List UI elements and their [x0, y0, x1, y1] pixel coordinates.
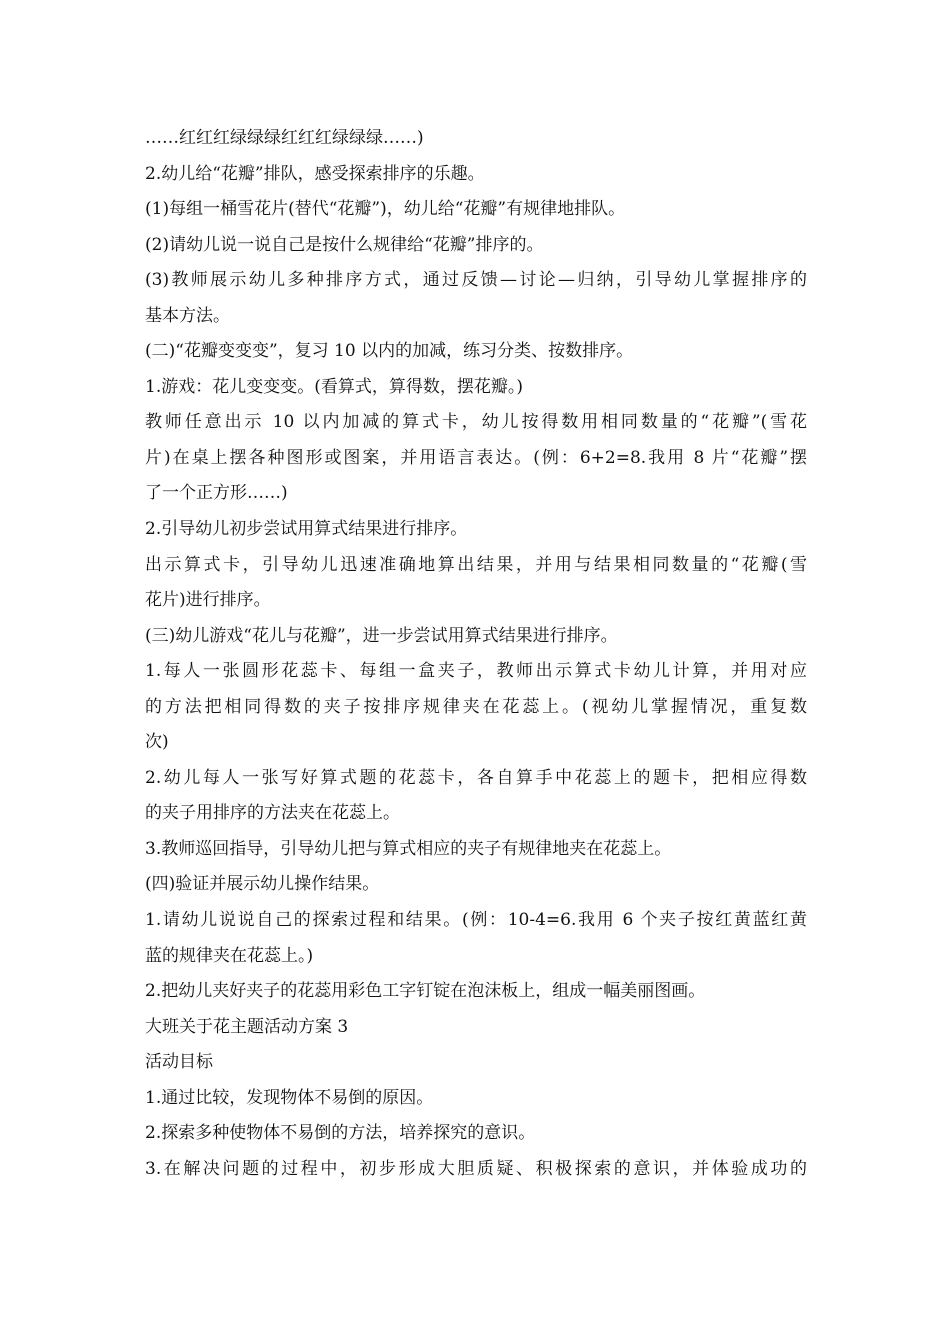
text-line: (三)幼儿游戏“花儿与花瓣”，进一步尝试用算式结果进行排序。	[145, 625, 618, 646]
text-line: 大班关于花主题活动方案 3	[145, 1016, 349, 1037]
text-line: 的方法把相同得数的夹子按排序规律夹在花蕊上。(视幼儿掌握情况，重复数	[145, 696, 807, 717]
text-line: ……红红红绿绿绿红红红绿绿绿……)	[145, 128, 424, 148]
text-line: 3.教师巡回指导，引导幼儿把与算式相应的夹子有规律地夹在花蕊上。	[145, 838, 672, 859]
text-line: (1)每组一桶雪花片(替代“花瓣”)，幼儿给“花瓣”有规律地排队。	[145, 199, 626, 220]
text-line: (3)教师展示幼儿多种排序方式，通过反馈—讨论—归纳，引导幼儿掌握排序的	[145, 270, 807, 291]
text-line: 2.幼儿给“花瓣”排队，感受探索排序的乐趣。	[145, 163, 485, 184]
text-line: 2.把幼儿夹好夹子的花蕊用彩色工字钉锭在泡沫板上，组成一幅美丽图画。	[145, 981, 706, 1002]
text-line: 的夹子用排序的方法夹在花蕊上。	[145, 803, 400, 824]
text-line: (2)请幼儿说一说自己是按什么规律给“花瓣”排序的。	[145, 234, 544, 255]
text-line: 出示算式卡，引导幼儿迅速准确地算出结果，并用与结果相同数量的“花瓣(雪	[145, 554, 807, 575]
text-line: 1.游戏：花儿变变变。(看算式，算得数，摆花瓣。)	[145, 376, 523, 397]
text-line: 2.引导幼儿初步尝试用算式结果进行排序。	[145, 519, 468, 540]
text-line: 花片)进行排序。	[145, 590, 271, 611]
text-line: 次)	[145, 732, 169, 753]
text-line: 蓝的规律夹在花蕊上。)	[145, 945, 314, 966]
text-line: 2.幼儿每人一张写好算式题的花蕊卡，各自算手中花蕊上的题卡，把相应得数	[145, 767, 807, 788]
text-line: 1.请幼儿说说自己的探索过程和结果。(例：10-4=6.我用 6 个夹子按红黄蓝红黄	[145, 910, 807, 931]
text-line: 1.通过比较，发现物体不易倒的原因。	[145, 1087, 434, 1108]
text-line: 活动目标	[145, 1052, 213, 1073]
document-page	[145, 121, 807, 1187]
text-line: 2.探索多种使物体不易倒的方法，培养探究的意识。	[145, 1123, 536, 1144]
text-line: 片)在桌上摆各种图形或图案，并用语言表达。(例：6+2=8.我用 8 片“花瓣”摆	[145, 447, 807, 468]
text-line: 了一个正方形……)	[145, 483, 288, 504]
text-line: 基本方法。	[145, 305, 230, 326]
text-line: (四)验证并展示幼儿操作结果。	[145, 874, 380, 895]
text-line: 教师任意出示 10 以内加减的算式卡，幼儿按得数用相同数量的“花瓣”(雪花	[145, 412, 807, 433]
text-line: 3.在解决问题的过程中，初步形成大胆质疑、积极探索的意识，并体验成功的	[145, 1158, 807, 1179]
text-line: 1.每人一张圆形花蕊卡、每组一盒夹子，教师出示算式卡幼儿计算，并用对应	[145, 661, 807, 682]
text-line: (二)“花瓣变变变”，复习 10 以内的加减，练习分类、按数排序。	[145, 341, 634, 362]
